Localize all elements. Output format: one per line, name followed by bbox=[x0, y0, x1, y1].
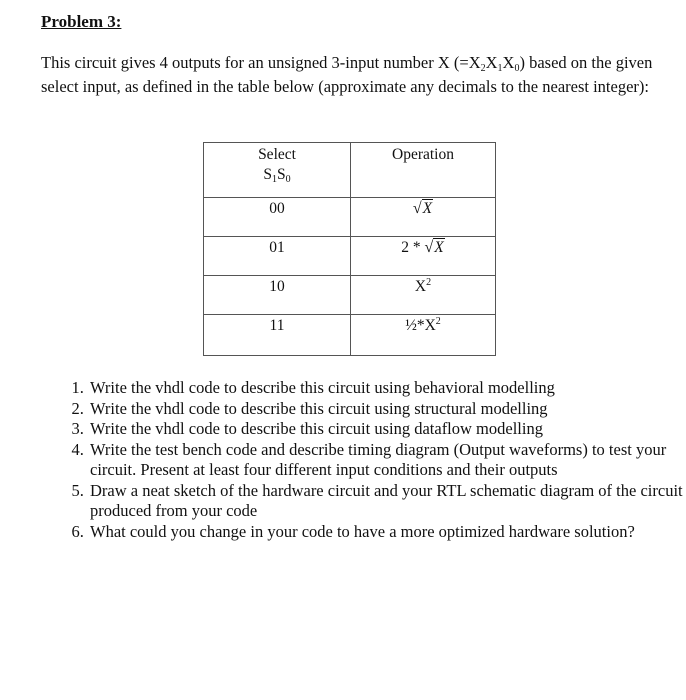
s0-sub: 0 bbox=[285, 174, 291, 185]
table-row bbox=[204, 198, 496, 237]
operation-value bbox=[351, 276, 496, 315]
task-item: 1. Write the vhdl code to describe this circuit using behavioral modelling bbox=[88, 378, 684, 399]
operation-value bbox=[351, 198, 496, 237]
task-item: 6. What could you change in your code to have a more optimized hardware solution? bbox=[88, 522, 684, 543]
op-prefix: X bbox=[414, 278, 427, 295]
operation-header: Operation bbox=[392, 146, 454, 163]
op-prefix: 2 * bbox=[401, 239, 425, 256]
radical-symbol: √ bbox=[424, 239, 434, 256]
task-list bbox=[66, 378, 684, 542]
select-value: 01 bbox=[204, 237, 351, 276]
problem-intro bbox=[41, 52, 666, 97]
operation-value bbox=[351, 237, 496, 276]
s0-label: S bbox=[277, 166, 286, 183]
select-header-cell bbox=[204, 143, 351, 198]
select-value: 10 bbox=[204, 276, 351, 315]
select-header: Select bbox=[258, 146, 296, 163]
sqrt-expression bbox=[425, 238, 445, 256]
select-value: 11 bbox=[204, 315, 351, 356]
table-row bbox=[204, 237, 496, 276]
task-item: 5. Draw a neat sketch of the hardware circuit and your RTL schematic diagram of the circuit produced from your code bbox=[88, 481, 684, 522]
operation-table bbox=[203, 142, 496, 356]
sqrt-expression bbox=[413, 199, 433, 217]
task-item: 3. Write the vhdl code to describe this circuit using dataflow modelling bbox=[88, 419, 684, 440]
task-item: 4. Write the test bench code and describe timing diagram (Output waveforms) to test your circuit. Present at least four different input conditions and their outputs bbox=[88, 440, 684, 481]
subscript-0: 0 bbox=[514, 63, 520, 74]
operation-header-cell bbox=[351, 143, 496, 198]
radical-symbol: √ bbox=[412, 200, 422, 217]
intro-x1: X bbox=[485, 53, 498, 72]
subscript-2: 2 bbox=[480, 63, 486, 74]
s1-label: S bbox=[263, 166, 272, 183]
operation-value bbox=[351, 315, 496, 356]
op-superscript: 2 bbox=[435, 316, 441, 327]
radicand: X bbox=[434, 239, 444, 256]
select-value: 00 bbox=[204, 198, 351, 237]
s1-sub: 1 bbox=[272, 174, 277, 185]
op-prefix: ½*X bbox=[405, 317, 436, 334]
intro-text-start: This circuit gives 4 outputs for an unsigned 3-input number X (=X bbox=[41, 53, 481, 72]
problem-title: Problem 3: bbox=[41, 12, 122, 31]
subscript-1: 1 bbox=[497, 63, 503, 74]
radicand: X bbox=[422, 200, 433, 217]
op-superscript: 2 bbox=[426, 277, 432, 288]
table-row bbox=[204, 315, 496, 356]
intro-text-end: ) based on the given select input, as defined in the table below (approximate any decimals to the nearest integer): bbox=[41, 53, 653, 96]
table-header-row bbox=[204, 143, 496, 198]
select-bits-header bbox=[204, 165, 350, 186]
intro-x0: X bbox=[502, 53, 515, 72]
task-item: 2. Write the vhdl code to describe this circuit using structural modelling bbox=[88, 399, 684, 420]
table-row bbox=[204, 276, 496, 315]
